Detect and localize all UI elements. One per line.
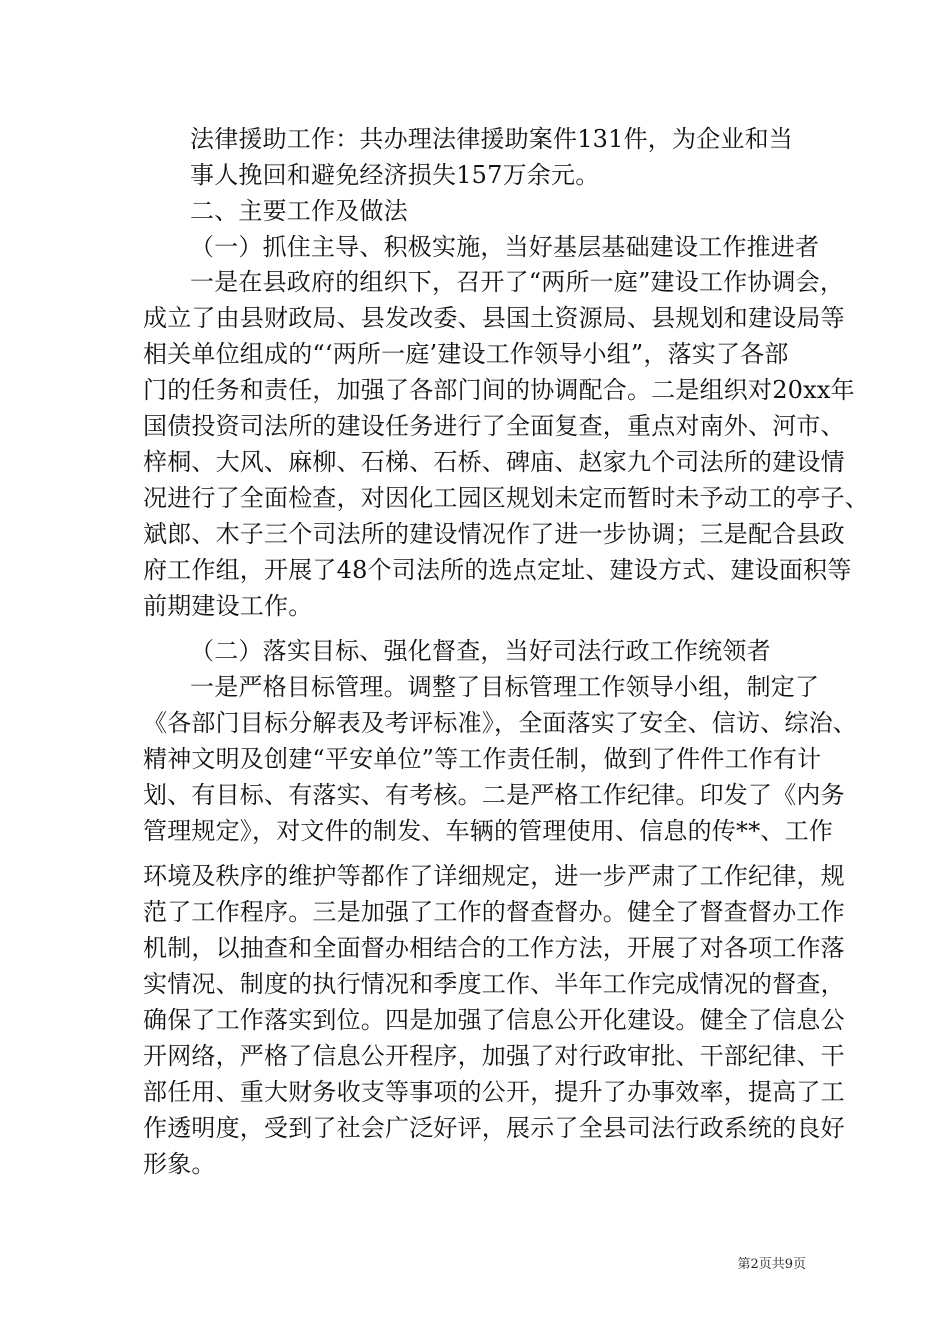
text-line: 管理规定》，对文件的制发、车辆的管理使用、信息的传**、工作: [143, 817, 833, 845]
text-line: 事人挽回和避免经济损失157万余元。: [190, 161, 600, 189]
page-number: 第2页共9页: [737, 1257, 806, 1272]
text-line: 确保了工作落实到位。四是加强了信息公开化建设。健全了信息公: [143, 1006, 845, 1034]
text-line: 开网络，严格了信息公开程序，加强了对行政审批、干部纪律、干: [143, 1042, 845, 1070]
text-line: 环境及秩序的维护等都作了详细规定，进一步严肃了工作纪律，规: [143, 862, 845, 890]
text-line: 斌郎、木子三个司法所的建设情况作了进一步协调；三是配合县政: [143, 520, 845, 548]
text-line: 成立了由县财政局、县发改委、县国土资源局、县规划和建设局等: [143, 304, 845, 332]
text-line: 机制，以抽查和全面督办相结合的工作方法，开展了对各项工作落: [143, 934, 845, 962]
text-line: 法律援助工作：共办理法律援助案件131件，为企业和当: [190, 125, 794, 153]
text-line: 精神文明及创建“平安单位”等工作责任制，做到了件件工作有计: [143, 745, 822, 773]
text-line: 一是严格目标管理。调整了目标管理工作领导小组，制定了: [190, 673, 820, 701]
text-line: 作透明度，受到了社会广泛好评，展示了全县司法行政系统的良好: [143, 1114, 845, 1142]
text-line: 部任用、重大财务收支等事项的公开，提升了办事效率，提高了工: [143, 1078, 845, 1106]
text-line: 形象。: [143, 1150, 216, 1178]
text-line: 况进行了全面检查，对因化工园区规划未定而暂时未予动工的亭子、: [143, 484, 869, 512]
text-line: 国债投资司法所的建设任务进行了全面复查，重点对南外、河市、: [143, 412, 845, 440]
text-line: 范了工作程序。三是加强了工作的督查督办。健全了督查督办工作: [143, 898, 845, 926]
text-line: 相关单位组成的“‘两所一庭’建设工作领导小组”，落实了各部: [143, 340, 789, 368]
text-line: 梓桐、大风、麻柳、石梯、石桥、碑庙、赵家九个司法所的建设情: [143, 448, 845, 476]
text-line: 府工作组，开展了48个司法所的选点定址、建设方式、建设面积等: [143, 556, 852, 584]
subsection-heading: （二）落实目标、强化督查，当好司法行政工作统领者: [190, 637, 771, 665]
text-line: 一是在县政府的组织下，召开了“两所一庭”建设工作协调会，: [190, 268, 845, 296]
text-line: 《各部门目标分解表及考评标准》，全面落实了安全、信访、综治、: [143, 709, 857, 737]
subsection-heading: （一）抓住主导、积极实施，当好基层基础建设工作推进者: [190, 233, 820, 261]
text-line: 实情况、制度的执行情况和季度工作、半年工作完成情况的督查，: [143, 970, 845, 998]
text-line: 划、有目标、有落实、有考核。二是严格工作纪律。印发了《内务: [143, 781, 845, 809]
text-line: 门的任务和责任，加强了各部门间的协调配合。二是组织对20xx年: [143, 376, 855, 404]
text-line: 前期建设工作。: [143, 592, 313, 620]
section-heading: 二、主要工作及做法: [190, 197, 408, 225]
